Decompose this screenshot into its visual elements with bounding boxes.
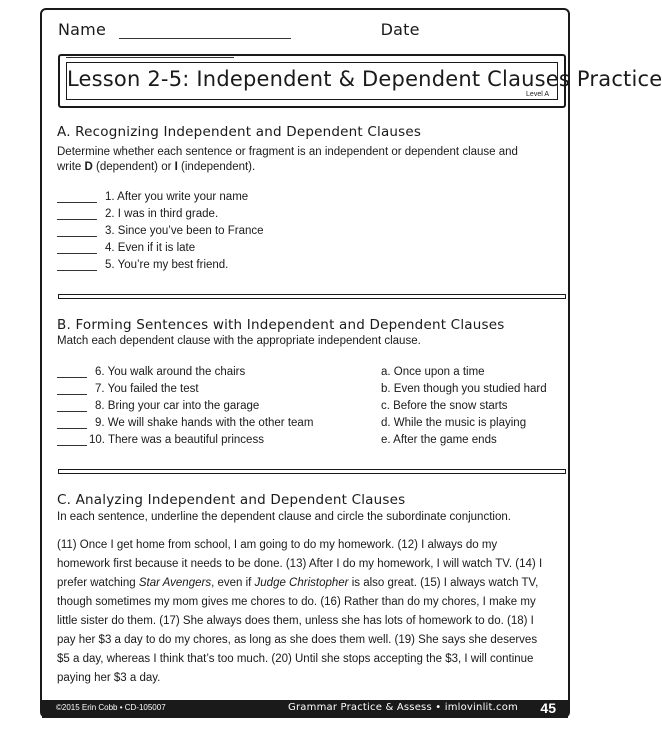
section-a-title: A. Recognizing Independent and Dependent Clauses [57, 124, 422, 140]
answer-blank[interactable] [57, 394, 87, 395]
section-divider [58, 469, 566, 474]
name-label: Name [58, 20, 107, 39]
level-label: Level A [526, 91, 549, 98]
lesson-title-frame [58, 54, 662, 108]
section-b-instructions: Match each dependent clause with the appropriate independent clause. [57, 335, 421, 347]
item-text: 9. We will shake hands with the other team [95, 417, 314, 429]
match-option: d. While the music is playing [381, 417, 527, 429]
item-text: 8. Bring your car into the garage [95, 400, 260, 412]
name-date-row [58, 20, 600, 58]
list-item [57, 366, 245, 378]
list-item [57, 400, 259, 412]
section-a-instructions-part: (independent). [177, 161, 256, 173]
answer-blank[interactable] [57, 253, 97, 254]
answer-blank[interactable] [57, 219, 97, 220]
item-text: 2. I was in third grade. [105, 208, 219, 220]
story-text: (11) Once I get home from school, I am going to do my homework. (12) I always do my homework first because it needs to be done. (13) After I do my homework, I will watch TV. (14) I prefer watching [57, 539, 543, 589]
section-divider [58, 294, 566, 299]
list-item [57, 191, 248, 203]
item-text: 3. Since you’ve been to France [105, 225, 264, 237]
copyright: ©2015 Erin Cobb • CD-105007 [56, 703, 166, 712]
list-item [57, 434, 264, 446]
page-number: 45 [540, 700, 556, 716]
story-title-italic: Star Avengers [138, 577, 212, 589]
match-option: c. Before the snow starts [381, 400, 508, 412]
item-text: 1. After you write your name [105, 191, 249, 203]
list-item [57, 225, 264, 237]
story-paragraph[interactable] [57, 536, 552, 688]
match-option: b. Even though you studied hard [381, 383, 547, 395]
section-b-title: B. Forming Sentences with Independent and Dependent Clauses [57, 317, 505, 333]
lesson-title-inner [66, 62, 662, 100]
answer-blank[interactable] [57, 270, 97, 271]
item-text: 6. You walk around the chairs [95, 366, 246, 378]
date-label: Date [380, 20, 420, 39]
answer-blank[interactable] [57, 377, 87, 378]
list-item [57, 383, 199, 395]
answer-blank[interactable] [57, 411, 87, 412]
footer-bar [42, 700, 568, 718]
story-text: is also great. (15) I always watch TV, though sometimes my mom gives me chores to do. (16) Rather than do my chores, I make my little sister do them. (17) She always does them, unless she has lots of homework to do. (18) I pay her $3 a day to do my chores, as long as she does them well. (19) She says she deserves $5 a day, whereas I think that’s too much. (20) Until she stops accepting the $3, I will continue paying her $3 a day. [57, 577, 539, 684]
section-a-instructions-line1: Determine whether each sentence or fragment is an independent or dependent clause and [57, 146, 518, 158]
answer-blank[interactable] [57, 236, 97, 237]
section-c-instructions: In each sentence, underline the dependent clause and circle the subordinate conjunction. [57, 511, 511, 523]
name-field[interactable] [119, 38, 291, 39]
lesson-title: Lesson 2-5: Independent & Dependent Clauses Practice [67, 67, 662, 91]
match-option: e. After the game ends [381, 434, 497, 446]
independent-letter: I [174, 161, 178, 173]
section-a-instructions [57, 145, 552, 175]
answer-blank[interactable] [57, 428, 87, 429]
item-text: 7. You failed the test [95, 383, 199, 395]
list-item [57, 417, 313, 429]
answer-blank[interactable] [57, 445, 87, 446]
item-text: 4. Even if it is late [105, 242, 196, 254]
item-text: 10. There was a beautiful princess [89, 434, 264, 446]
story-title-italic: Judge Christopher [254, 577, 349, 589]
list-item [57, 259, 228, 271]
match-option: a. Once upon a time [381, 366, 485, 378]
series-credit: Grammar Practice & Assess • imlovinlit.com [288, 702, 518, 713]
story-text: , even if [211, 577, 255, 589]
section-a-instructions-part: (dependent) or [92, 161, 175, 173]
dependent-letter: D [84, 161, 93, 173]
list-item [57, 242, 195, 254]
list-item [57, 208, 218, 220]
answer-blank[interactable] [57, 202, 97, 203]
section-c-title: C. Analyzing Independent and Dependent Clauses [57, 492, 406, 508]
section-a-instructions-part: write [57, 161, 85, 173]
item-text: 5. You’re my best friend. [105, 259, 229, 271]
